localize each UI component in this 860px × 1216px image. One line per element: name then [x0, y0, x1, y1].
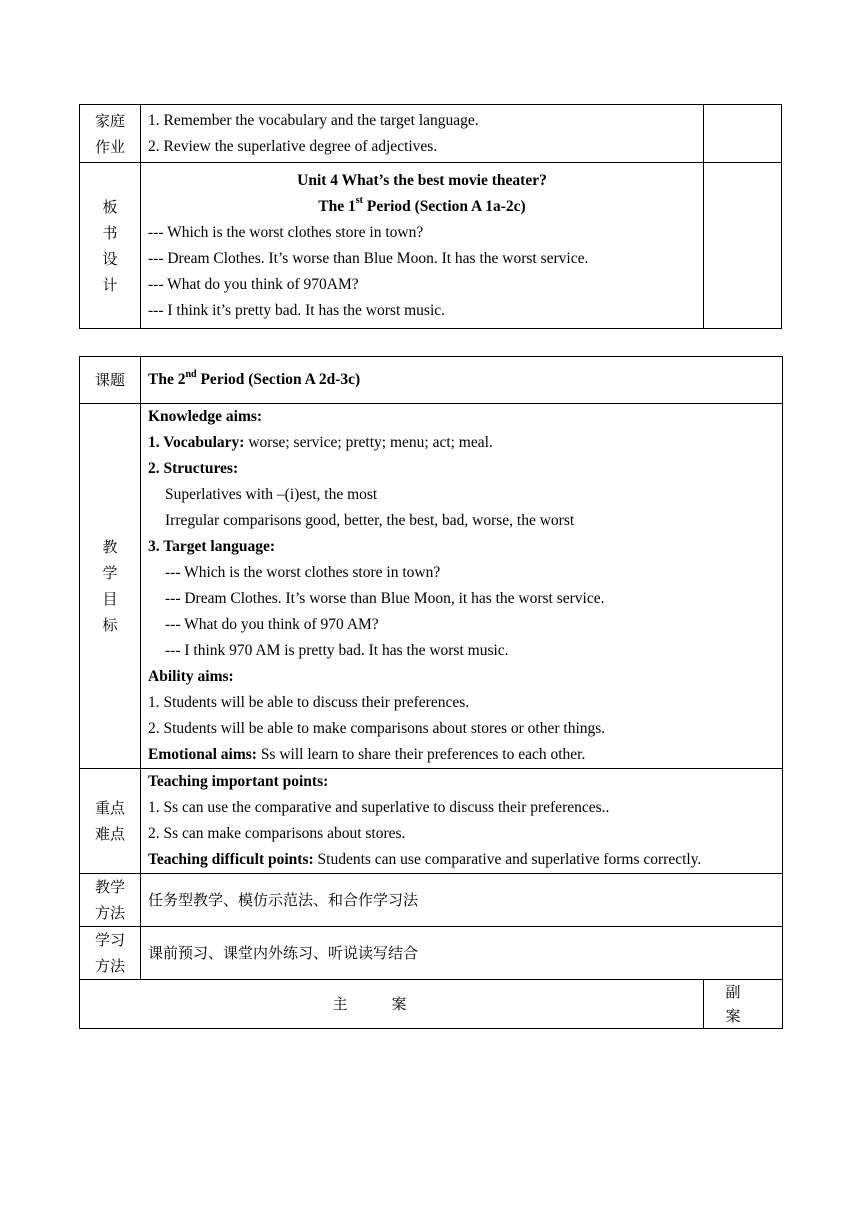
emotional-aims-line: Emotional aims: Ss will learn to share their preferences to each other.: [148, 746, 586, 763]
knowledge-aims-heading: Knowledge aims:: [148, 408, 263, 425]
homework-row: [80, 105, 782, 163]
board-line: --- Which is the worst clothes store in town?: [148, 223, 424, 241]
topic-label: 课题: [80, 357, 141, 404]
board-design-content: [141, 163, 704, 329]
teaching-method-label: 教学 方法: [80, 874, 141, 927]
difficult-points-line: Teaching difficult points: Students can use comparative and superlative forms correctly.: [148, 851, 702, 868]
teaching-aims-row: [80, 404, 783, 769]
ability-aims-line: 1. Students will be able to discuss their preferences.: [148, 694, 470, 711]
target-language-line: --- What do you think of 970 AM?: [165, 616, 379, 633]
homework-line: 1. Remember the vocabulary and the target language.: [148, 111, 479, 129]
teaching-aims-content: [141, 404, 783, 769]
key-points-content: [141, 769, 783, 874]
target-language-line: --- I think 970 AM is pretty bad. It has the worst music.: [165, 642, 509, 659]
board-design-row: [80, 163, 782, 329]
learning-method-label: 学习 方法: [80, 927, 141, 980]
topic-content: The 2nd Period (Section A 2d-3c): [141, 357, 783, 404]
topic-row: [80, 357, 783, 404]
homework-content: [141, 105, 704, 163]
important-points-heading: Teaching important points:: [148, 773, 329, 790]
teaching-method-row: [80, 874, 783, 927]
key-points-label: 重点 难点: [80, 769, 141, 874]
teaching-aims-label: 教 学 目 标: [80, 404, 141, 769]
homework-board-table: [79, 104, 782, 329]
key-points-row: [80, 769, 783, 874]
homework-notes-cell: [704, 105, 782, 163]
vocabulary-line: 1. Vocabulary: worse; service; pretty; menu; act; meal.: [148, 434, 493, 451]
board-line: --- What do you think of 970AM?: [148, 275, 359, 293]
target-language-heading: 3. Target language:: [148, 538, 276, 555]
plan-footer-row: [80, 980, 783, 1029]
target-language-line: --- Dream Clothes. It’s worse than Blue Moon, it has the worst service.: [165, 590, 605, 607]
board-notes-cell: [704, 163, 782, 329]
structures-heading: 2. Structures:: [148, 460, 239, 477]
board-title: Unit 4 What’s the best movie theater?: [297, 171, 547, 189]
board-line: --- Dream Clothes. It’s worse than Blue Moon. It has the worst service.: [148, 249, 589, 267]
ability-aims-line: 2. Students will be able to make comparisons about stores or other things.: [148, 720, 606, 737]
secondary-plan-header: 副案: [704, 980, 783, 1029]
structure-line: Superlatives with –(i)est, the most: [165, 486, 378, 503]
board-design-label: 板 书 设 计: [80, 163, 141, 329]
lesson-plan-table: [79, 356, 783, 1029]
main-plan-header: 主案: [80, 980, 704, 1029]
important-point-line: 1. Ss can use the comparative and superlative to discuss their preferences..: [148, 799, 610, 816]
teaching-method-content: 任务型教学、模仿示范法、和合作学习法: [141, 874, 783, 927]
ability-aims-heading: Ability aims:: [148, 668, 234, 685]
learning-method-row: [80, 927, 783, 980]
structure-line: Irregular comparisons good, better, the best, bad, worse, the worst: [165, 512, 575, 529]
homework-line: 2. Review the superlative degree of adjectives.: [148, 137, 438, 155]
board-period: The 1st Period (Section A 1a-2c): [318, 195, 526, 215]
homework-label: 家庭 作业: [80, 105, 141, 163]
important-point-line: 2. Ss can make comparisons about stores.: [148, 825, 406, 842]
target-language-line: --- Which is the worst clothes store in town?: [165, 564, 441, 581]
learning-method-content: 课前预习、课堂内外练习、听说读写结合: [141, 927, 783, 980]
board-line: --- I think it’s pretty bad. It has the worst music.: [148, 301, 446, 319]
